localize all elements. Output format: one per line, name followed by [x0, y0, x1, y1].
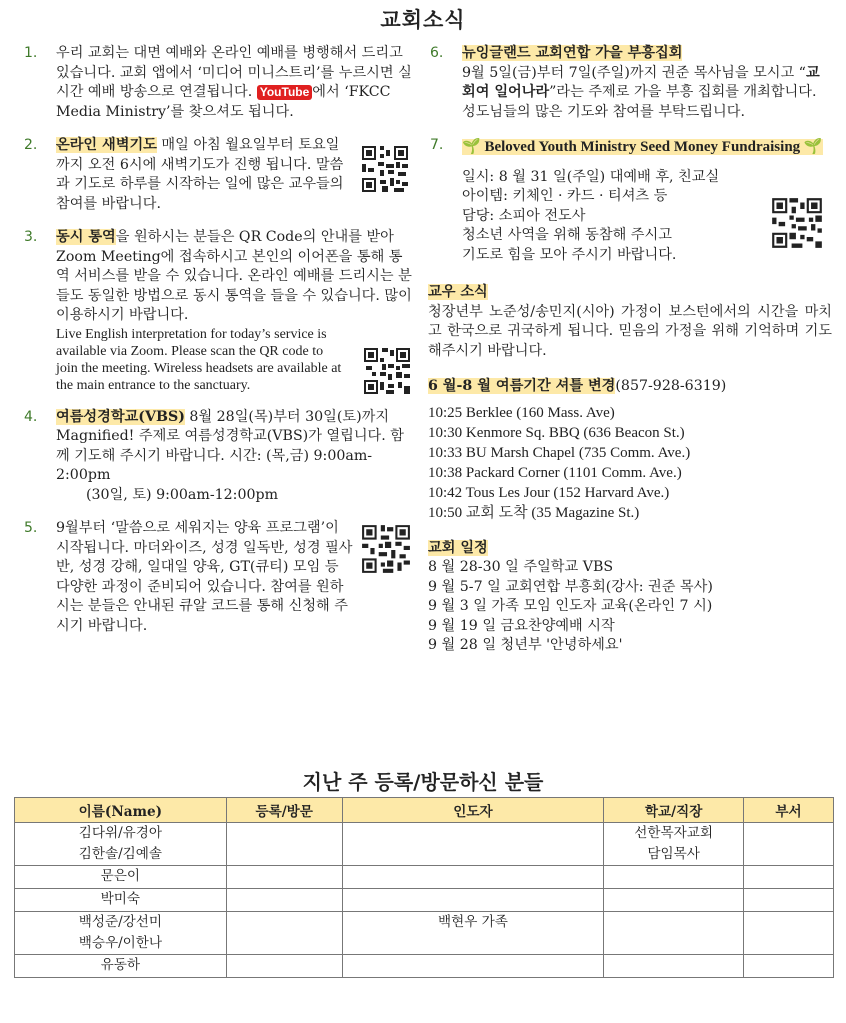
fundraising-details — [462, 168, 832, 266]
table-cell — [744, 912, 834, 955]
item-highlight: 뉴잉글랜드 교회연합 가을 부흥집회 — [462, 45, 683, 61]
detail-line: 담당: 소피아 전도사 — [462, 207, 586, 224]
news-item-4 — [22, 408, 414, 506]
item-highlight: 동시 통역 — [56, 229, 116, 245]
schedule-event: 9 월 3 일 가족 모임 인도자 교육(온라인 7 시) — [428, 598, 713, 614]
table-cell — [604, 889, 744, 912]
shuttle-stop: 10:30 Kenmore Sq. BBQ (636 Beacon St.) — [428, 424, 685, 441]
item-time: (30일, 토) 9:00am-12:00pm — [86, 486, 279, 503]
member-news-title: 교우 소식 — [428, 284, 488, 300]
item-number: 6. — [430, 45, 444, 61]
shuttle-stop: 10:33 BU Marsh Chapel (735 Comm. Ave.) — [428, 444, 691, 461]
news-item-2 — [22, 136, 414, 214]
col-header-status: 등록/방문 — [226, 798, 342, 823]
shuttle-stop: 10:38 Packard Corner (1101 Comm. Ave.) — [428, 464, 682, 481]
shuttle-stop: 10:25 Berklee (160 Mass. Ave) — [428, 404, 615, 421]
item-highlight: Beloved Youth Ministry Seed Money Fundraising — [484, 139, 801, 155]
table-row — [15, 889, 834, 912]
table-cell — [342, 889, 604, 912]
table-cell — [744, 889, 834, 912]
shuttle-title: 6 월-8 월 여름기간 셔틀 변경 — [428, 378, 616, 394]
item-highlight: 여름성경학교(VBS) — [56, 408, 185, 425]
detail-line: 일시: 8 월 31 일(주일) 대예배 후, 친교실 — [462, 168, 720, 185]
item-text: 9월부터 ‘말씀으로 세워지는 양육 프로그램’이 시작됩니다. 마더와이즈, 성경 일독반, 성경 필사반, 성경 강해, 일대일 양육, GT(큐티) 모임 등 다양한 과정이 준비되어 있습니다. 참여를 원하시는 분들은 안내된 큐알 코드를 통해 신청해 주시기 바랍니다. — [56, 520, 353, 634]
member-news — [428, 283, 832, 361]
visitors-title: 지난 주 등록/방문하신 분들 — [302, 770, 544, 794]
col-header-work: 학교/직장 — [604, 798, 744, 823]
schedule-event: 9 월 28 일 청년부 '안녕하세요' — [428, 637, 623, 653]
item-text: 8월 28일(목)부터 30일(토)까지 Magnified! 주제로 여름성경학교(VBS)가 열립니다. 함께 기도해 주시기 바랍니다. 시간: (목,금) 9:00am-2:00pm — [56, 408, 404, 483]
page-title: 교회소식 — [380, 7, 466, 32]
qr-code-icon[interactable] — [360, 523, 412, 575]
right-column — [428, 44, 832, 656]
table-cell — [342, 955, 604, 978]
item-number: 5. — [24, 520, 38, 536]
shuttle-phone: (857-928-6319) — [615, 378, 727, 394]
table-cell — [604, 955, 744, 978]
shuttle-stop: 10:50 교회 도착 (35 Magazine St.) — [428, 504, 640, 521]
detail-line: 기도로 힘을 모아 주시기 바랍니다. — [462, 246, 677, 263]
item-bold: 교회여 일어나라 — [462, 64, 820, 100]
qr-code-icon[interactable] — [362, 346, 412, 396]
detail-line: 청소년 사역을 위해 동참해 주시고 — [462, 227, 672, 243]
table-cell: 유동하 — [15, 955, 227, 978]
item-text: 우리 교회는 대면 예배와 온라인 예배를 병행해서 드리고 있습니다. 교회 앱에서 ‘미디어 미니스트리’를 누르시면 실시간 예배 방송으로 연결됩니다. — [56, 45, 412, 100]
detail-line: 아이템: 키체인 · 카드 · 티셔츠 등 — [462, 188, 668, 204]
table-cell — [342, 823, 604, 866]
table-cell — [226, 912, 342, 955]
item-number: 1. — [24, 45, 38, 61]
item-text-2: ”라는 주제로 가을 부흥 집회를 개최합니다. 성도님들의 많은 기도와 참여를 부탁드립니다. — [462, 84, 817, 120]
english-text: Live English interpretation for today’s service is available via Zoom. Please scan the QR code to join the meeting. Wireless headsets are available at the main entrance to the sanctuary. — [56, 326, 342, 393]
table-cell: 김다위/유경아 김한솔/김예솔 — [15, 823, 227, 866]
table-cell — [226, 889, 342, 912]
item-text: 을 원하시는 분들은 QR Code의 안내를 받아 Zoom Meeting에 접속하시고 본인의 이어폰을 통해 통역 서비스를 받을 수 있습니다. 온라인 예배를 드리시는 분들도 동일한 방법으로 동시 통역을 들을 수 있습니다. 많이 이용하시기 바랍니다. — [56, 229, 412, 323]
table-cell — [226, 823, 342, 866]
table-cell: 박미숙 — [15, 889, 227, 912]
news-item-3 — [22, 228, 414, 394]
table-row — [15, 823, 834, 866]
table-row — [15, 912, 834, 955]
news-item-5 — [22, 519, 414, 634]
news-item-1 — [22, 44, 414, 122]
youtube-logo[interactable]: YouTube — [257, 85, 313, 100]
table-cell — [226, 955, 342, 978]
table-cell: 백현우 가족 — [342, 912, 604, 955]
item-text: 매일 아침 월요일부터 토요일까지 오전 6시에 새벽기도가 진행 됩니다. 말씀과 기도로 하루를 시작하는 일에 많은 교우들의 참여를 바랍니다. — [56, 137, 344, 212]
table-cell — [342, 866, 604, 889]
news-item-6 — [428, 44, 832, 122]
item-text-2: 에서 ‘FKCC Media Ministry’를 찾으셔도 됩니다. — [56, 84, 391, 120]
col-header-dept: 부서 — [744, 798, 834, 823]
shuttle-stop: 10:42 Tous Les Jour (152 Harvard Ave.) — [428, 484, 670, 501]
sprout-icon: 🌱 — [462, 137, 481, 155]
item-english — [56, 326, 414, 394]
table-cell — [604, 912, 744, 955]
visitors-table — [14, 797, 834, 978]
table-header-row — [15, 798, 834, 823]
shuttle-section — [428, 377, 832, 523]
col-header-guide: 인도자 — [342, 798, 604, 823]
table-cell — [744, 955, 834, 978]
schedule-event: 9 월 5-7 일 교회연합 부흥회(강사: 권준 목사) — [428, 578, 713, 595]
table-cell — [226, 866, 342, 889]
table-cell — [604, 866, 744, 889]
schedule-section — [428, 539, 832, 656]
table-row — [15, 866, 834, 889]
table-cell — [744, 866, 834, 889]
table-cell — [744, 823, 834, 866]
schedule-event: 9 월 19 일 금요찬양예배 시작 — [428, 617, 615, 634]
schedule-title: 교회 일정 — [428, 539, 488, 556]
left-column — [22, 44, 414, 634]
table-cell: 문은이 — [15, 866, 227, 889]
sprout-icon: 🌱 — [803, 137, 823, 155]
qr-code-icon[interactable] — [360, 144, 410, 194]
table-cell: 선한목자교회 담임목사 — [604, 823, 744, 866]
table-row — [15, 955, 834, 978]
item-number: 2. — [24, 137, 38, 153]
schedule-event: 8 월 28-30 일 주일학교 VBS — [428, 559, 614, 575]
qr-code-icon[interactable] — [770, 196, 824, 250]
table-cell: 백성준/강선미 백승우/이한나 — [15, 912, 227, 955]
item-number: 3. — [24, 229, 38, 245]
item-highlight: 온라인 새벽기도 — [56, 137, 157, 153]
news-item-7 — [428, 136, 832, 265]
col-header-name: 이름(Name) — [15, 798, 227, 823]
visitors-body — [15, 823, 834, 978]
item-number: 4. — [24, 408, 38, 425]
item-number: 7. — [430, 137, 444, 153]
member-news-text: 청장년부 노준성/송민지(시아) 가정이 보스턴에서의 시간을 마치고 한국으로 귀국하게 됩니다. 믿음의 가정을 위해 기억하며 기도해주시기 바랍니다. — [428, 303, 832, 359]
item-text: 9월 5일(금)부터 7일(주일)까지 권준 목사님을 모시고 “ — [462, 64, 806, 81]
